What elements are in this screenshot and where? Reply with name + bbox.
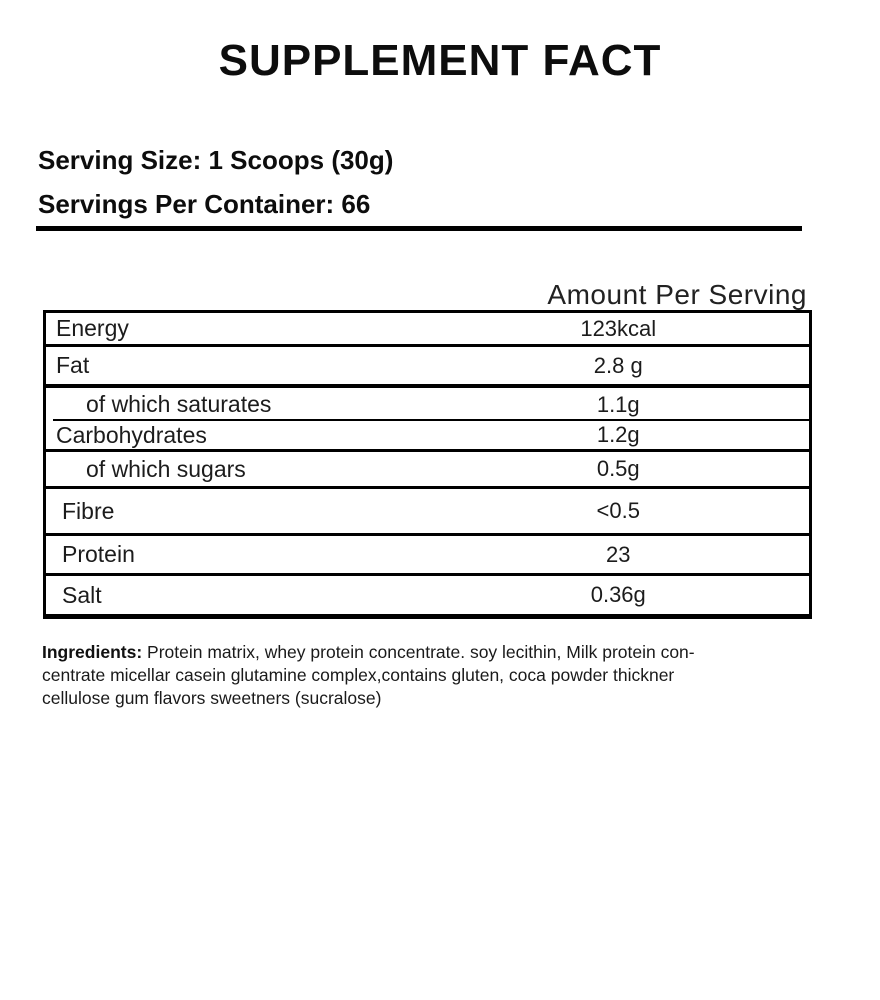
nutrient-label: Carbohydrates bbox=[56, 421, 207, 448]
table-row bbox=[46, 576, 809, 614]
table-row bbox=[46, 421, 809, 452]
nutrient-label: Protein bbox=[62, 541, 135, 567]
nutrient-value: 1.2g bbox=[596, 422, 640, 447]
nutrient-value: 23 bbox=[606, 541, 631, 567]
nutrient-value: 0.5g bbox=[596, 456, 640, 481]
ingredients-line: cellulose gum flavors sweetners (sucralose) bbox=[42, 688, 382, 708]
nutrient-label: Fat bbox=[56, 352, 90, 378]
table-row bbox=[46, 347, 809, 388]
table-row bbox=[46, 388, 809, 421]
nutrition-table bbox=[43, 310, 812, 619]
table-row bbox=[46, 452, 809, 489]
nutrient-value: 1.1g bbox=[596, 391, 640, 417]
table-row bbox=[46, 313, 809, 347]
divider-rule bbox=[36, 226, 802, 231]
nutrient-value: 2.8 g bbox=[593, 352, 643, 378]
ingredients-text: Protein matrix, whey protein concentrate. soy lecithin, Milk protein con- bbox=[142, 642, 695, 662]
nutrient-label: Energy bbox=[56, 315, 129, 341]
nutrient-value: 0.36g bbox=[590, 582, 646, 607]
table-row bbox=[46, 536, 809, 576]
nutrient-label: Salt bbox=[62, 581, 102, 608]
nutrient-value: 123kcal bbox=[580, 315, 657, 341]
ingredients-line bbox=[42, 641, 822, 664]
nutrient-label: of which saturates bbox=[86, 391, 272, 417]
amount-per-serving-header: Amount Per Serving bbox=[547, 279, 807, 310]
serving-info bbox=[38, 147, 393, 217]
nutrient-value: <0.5 bbox=[596, 498, 640, 523]
page-title: SUPPLEMENT FACT bbox=[218, 36, 662, 85]
table-row bbox=[46, 489, 809, 536]
ingredients-label: Ingredients: bbox=[42, 642, 143, 662]
nutrient-label: of which sugars bbox=[86, 455, 246, 482]
serving-size-line: Serving Size: 1 Scoops (30g) bbox=[38, 145, 394, 175]
ingredients-line: centrate micellar casein glutamine complex,contains gluten, coca powder thickner bbox=[42, 665, 675, 685]
ingredients-section bbox=[42, 641, 822, 710]
nutrient-label: Fibre bbox=[62, 497, 115, 524]
servings-per-container-line: Servings Per Container: 66 bbox=[38, 189, 371, 219]
